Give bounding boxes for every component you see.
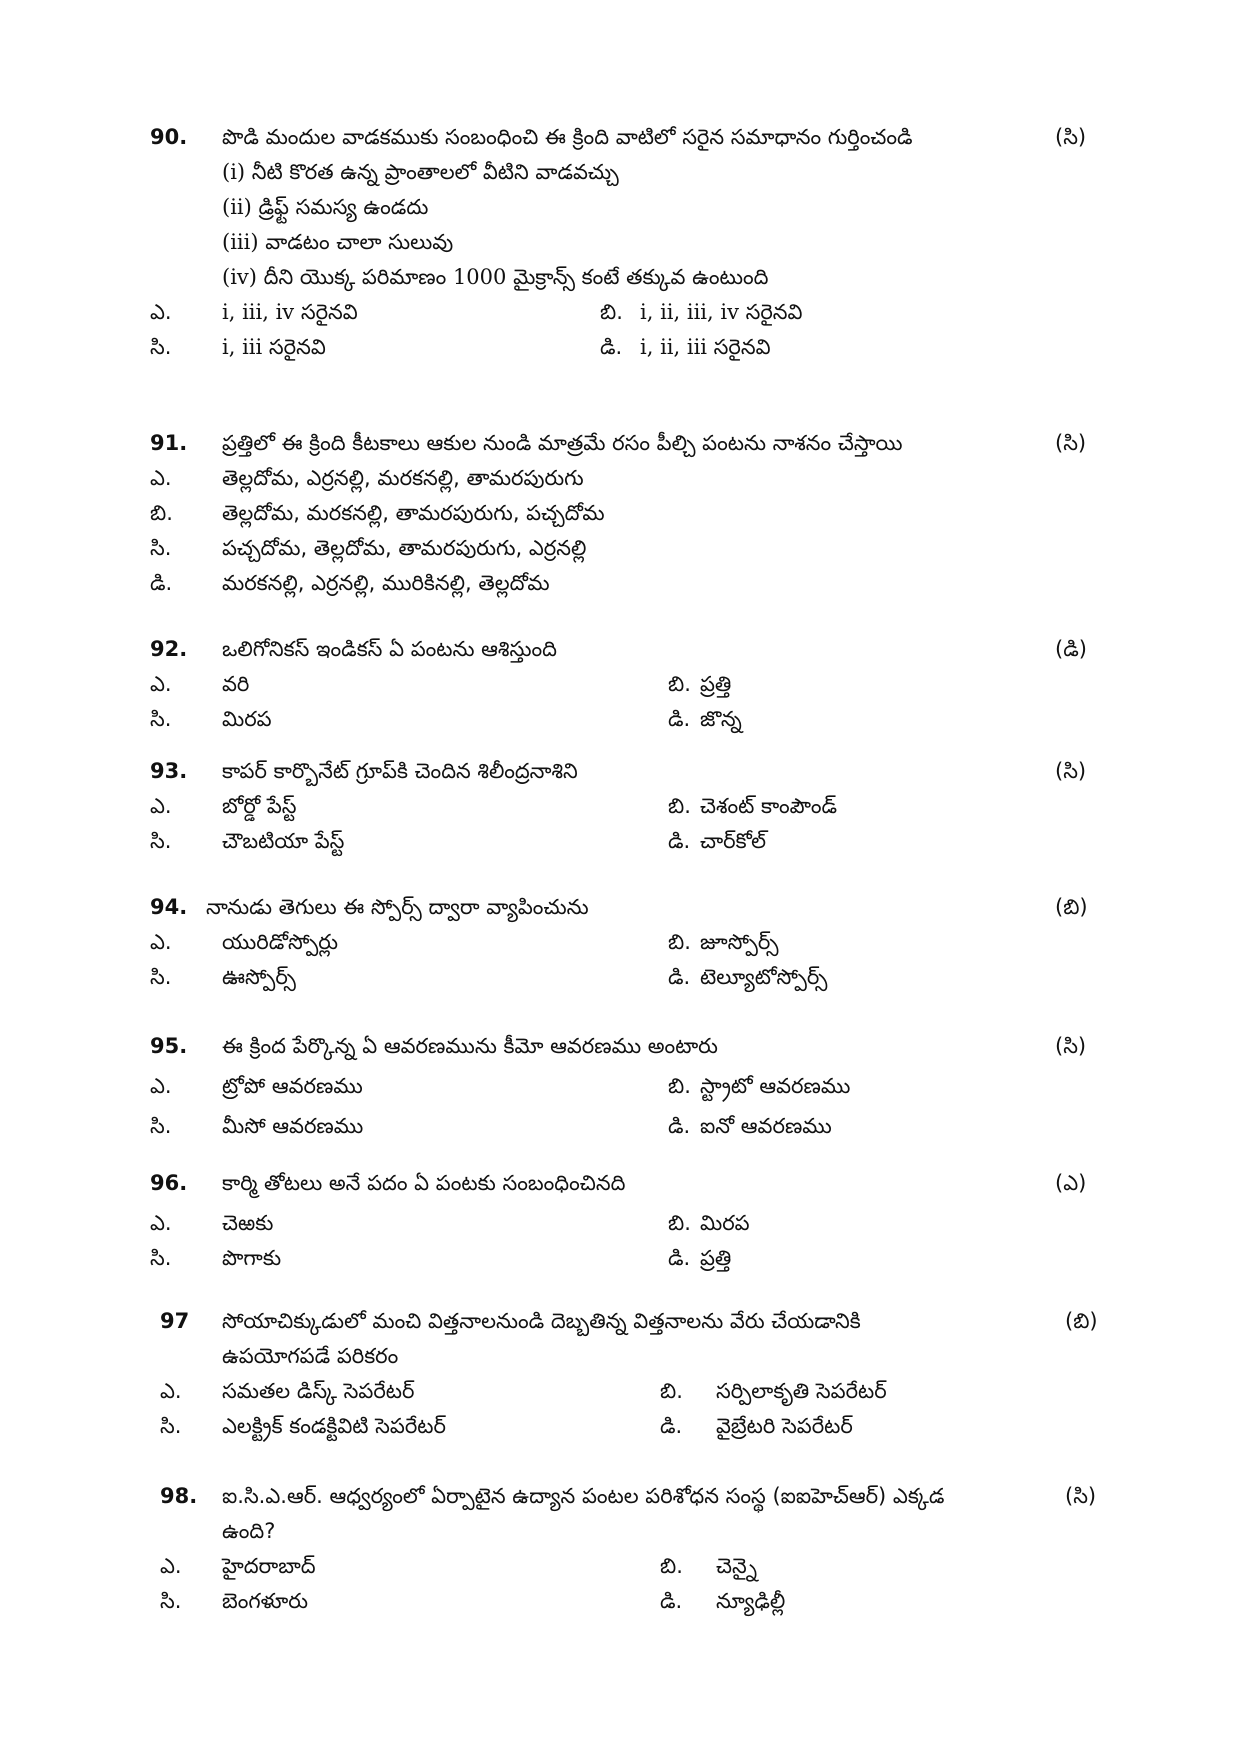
option-label: డి. [668, 829, 691, 853]
option-text: మిరప [700, 1211, 750, 1235]
answer-key: (డి) [1055, 637, 1087, 661]
question-stem-line2: ఉంది? [222, 1519, 276, 1543]
option-text: వరి [222, 672, 250, 696]
question-stem: కాపర్ కార్బొనేట్ గ్రూప్‌కి చెందిన శిలీంద్రనాశిని [222, 759, 578, 783]
option-label: డి. [668, 1114, 691, 1138]
question-number: 95. [150, 1034, 188, 1058]
question-stem: ప్రత్తిలో ఈ క్రింది కీటకాలు ఆకుల నుండి మాత్రమే రసం పీల్చి పంటను నాశనం చేస్తాయి [222, 431, 903, 455]
option-label: డి. [660, 1414, 683, 1438]
option-label: డి. [600, 335, 623, 359]
option-text: చెన్నై [716, 1554, 757, 1578]
question-number: 98. [160, 1484, 198, 1508]
option-label: సి. [150, 707, 172, 731]
option-label: ఎ. [160, 1554, 182, 1578]
option-text: i, ii, iii సరైనవి [640, 335, 771, 359]
option-label: సి. [150, 1246, 172, 1270]
option-text: ట్రోపో ఆవరణము [222, 1074, 363, 1098]
question-94 [0, 892, 1241, 997]
question-96 [0, 1168, 1241, 1278]
question-number: 93. [150, 759, 188, 783]
option-text: బోర్డో పేస్ట్ [222, 794, 297, 818]
question-stem: సోయాచిక్కుడులో మంచి విత్తనాలనుండి దెబ్బతిన్న విత్తనాలను వేరు చేయడానికి [222, 1309, 861, 1333]
option-label: సి. [150, 536, 172, 560]
answer-key: (సి) [1055, 125, 1087, 149]
option-text: టెల్యూటోస్పోర్స్ [700, 965, 828, 989]
question-stem-line2: ఉపయోగపడే పరికరం [222, 1344, 399, 1368]
option-label: బి. [150, 501, 173, 525]
statement: (iv) దీని యొక్క పరిమాణం 1000 మైక్రాన్స్ కంటే తక్కువ ఉంటుంది [222, 265, 769, 289]
question-stem: పొడి మందుల వాడకముకు సంబంధించి ఈ క్రింది వాటిలో సరైన సమాధానం గుర్తించండి [222, 125, 913, 149]
option-text: సమతల డిస్క్ సెపరేటర్ [222, 1379, 415, 1403]
option-label: సి. [150, 1114, 172, 1138]
option-text: మీసో ఆవరణము [222, 1114, 364, 1138]
option-label: ఎ. [150, 794, 172, 818]
option-text: జూస్పోర్స్ [700, 930, 779, 954]
question-stem: ఒలిగోనికస్ ఇండికస్ ఏ పంటను ఆశిస్తుంది [222, 637, 557, 661]
option-text: సర్పిలాకృతి సెపరేటర్ [716, 1379, 887, 1403]
option-label: డి. [660, 1589, 683, 1613]
option-text: బెంగళూరు [222, 1589, 309, 1613]
option-text: న్యూఢిల్లీ [716, 1589, 786, 1613]
option-label: సి. [150, 829, 172, 853]
answer-key: (ఎ) [1055, 1171, 1087, 1195]
option-label: బి. [668, 1074, 691, 1098]
option-label: ఎ. [150, 1211, 172, 1235]
option-label: బి. [660, 1554, 683, 1578]
option-text: ఐనో ఆవరణము [700, 1114, 832, 1138]
statement: (iii) వాడటం చాలా సులువు [222, 230, 454, 254]
option-text: తెల్లదోమ, మరకనల్లి, తామరపురుగు, పచ్చదోమ [222, 501, 605, 525]
question-number: 90. [150, 125, 188, 149]
option-label: ఎ. [150, 466, 172, 490]
option-label: బి. [668, 672, 691, 696]
option-label: సి. [160, 1414, 182, 1438]
option-text: హైదరాబాద్ [222, 1554, 316, 1578]
option-text: పచ్చదోమ, తెల్లదోమ, తామరపురుగు, ఎర్రనల్లి [222, 536, 587, 560]
option-text: మిరప [222, 707, 272, 731]
question-stem: ఈ క్రింద పేర్కొన్న ఏ ఆవరణమును కీమో ఆవరణము అంటారు [222, 1034, 718, 1058]
question-95 [0, 1031, 1241, 1146]
option-label: బి. [668, 794, 691, 818]
answer-key: (సి) [1055, 431, 1087, 455]
question-number: 91. [150, 431, 188, 455]
question-90 [0, 122, 1241, 367]
question-stem: నానుడు తెగులు ఈ స్పోర్స్ ద్వారా వ్యాపించును [206, 895, 589, 919]
question-97 [0, 1306, 1241, 1446]
option-text: వైబ్రేటరి సెపరేటర్ [716, 1414, 853, 1438]
option-text: యురిడోస్పోర్లు [222, 930, 339, 954]
option-label: డి. [150, 571, 173, 595]
option-text: తెల్లదోమ, ఎర్రనల్లి, మరకనల్లి, తామరపురుగు [222, 466, 584, 490]
option-label: బి. [600, 300, 623, 324]
option-text: పొగాకు [222, 1246, 282, 1270]
answer-key: (బి) [1065, 1309, 1098, 1333]
option-label: బి. [668, 930, 691, 954]
option-text: i, ii, iii, iv సరైనవి [640, 300, 803, 324]
option-label: ఎ. [150, 300, 172, 324]
option-label: సి. [160, 1589, 182, 1613]
question-number: 92. [150, 637, 188, 661]
answer-key: (బి) [1055, 895, 1088, 919]
option-text: చెశంట్ కాంపౌండ్ [700, 794, 838, 818]
answer-key: (సి) [1055, 759, 1087, 783]
statement: (i) నీటి కొరత ఉన్న ప్రాంతాలలో వీటిని వాడవచ్చు [222, 160, 619, 184]
option-text: స్ట్రాటో ఆవరణము [700, 1074, 851, 1098]
answer-key: (సి) [1055, 1034, 1087, 1058]
option-text: ఊస్పోర్స్ [222, 965, 296, 989]
option-label: డి. [668, 965, 691, 989]
option-label: డి. [668, 707, 691, 731]
question-93 [0, 756, 1241, 861]
option-text: చార్‌కోల్ [700, 829, 766, 853]
option-label: బి. [668, 1211, 691, 1235]
question-number: 94. [150, 895, 188, 919]
option-label: ఎ. [160, 1379, 182, 1403]
statement: (ii) డ్రిఫ్ట్ సమస్య ఉండదు [222, 195, 429, 219]
option-text: ప్రత్తి [700, 1246, 732, 1270]
question-92 [0, 634, 1241, 739]
option-label: బి. [660, 1379, 683, 1403]
option-label: సి. [150, 335, 172, 359]
answer-key: (సి) [1065, 1484, 1097, 1508]
option-label: సి. [150, 965, 172, 989]
question-stem: కార్మి తోటలు అనే పదం ఏ పంటకు సంబంధించినది [222, 1171, 626, 1195]
option-text: i, iii, iv సరైనవి [222, 300, 358, 324]
question-stem: ఐ.సి.ఎ.ఆర్. ఆధ్వర్యంలో ఏర్పాటైన ఉద్యాన పంటల పరిశోధన సంస్థ (ఐఐహెచ్ఆర్) ఎక్కడ [222, 1484, 945, 1508]
option-label: ఎ. [150, 930, 172, 954]
option-text: i, iii సరైనవి [222, 335, 326, 359]
option-label: ఎ. [150, 672, 172, 696]
question-number: 96. [150, 1171, 188, 1195]
option-text: మరకనల్లి, ఎర్రనల్లి, మురికినల్లి, తెల్లదోమ [222, 571, 550, 595]
option-label: ఎ. [150, 1074, 172, 1098]
question-number: 97 [160, 1309, 190, 1333]
question-98 [0, 1481, 1241, 1621]
question-91 [0, 428, 1241, 603]
option-text: ప్రత్తి [700, 672, 732, 696]
option-label: డి. [668, 1246, 691, 1270]
option-text: చెఱకు [222, 1211, 274, 1235]
option-text: ఎలక్ట్రిక్ కండక్టివిటి సెపరేటర్ [222, 1414, 446, 1438]
option-text: చౌబటియా పేస్ట్ [222, 829, 345, 853]
option-text: జొన్న [700, 707, 742, 731]
